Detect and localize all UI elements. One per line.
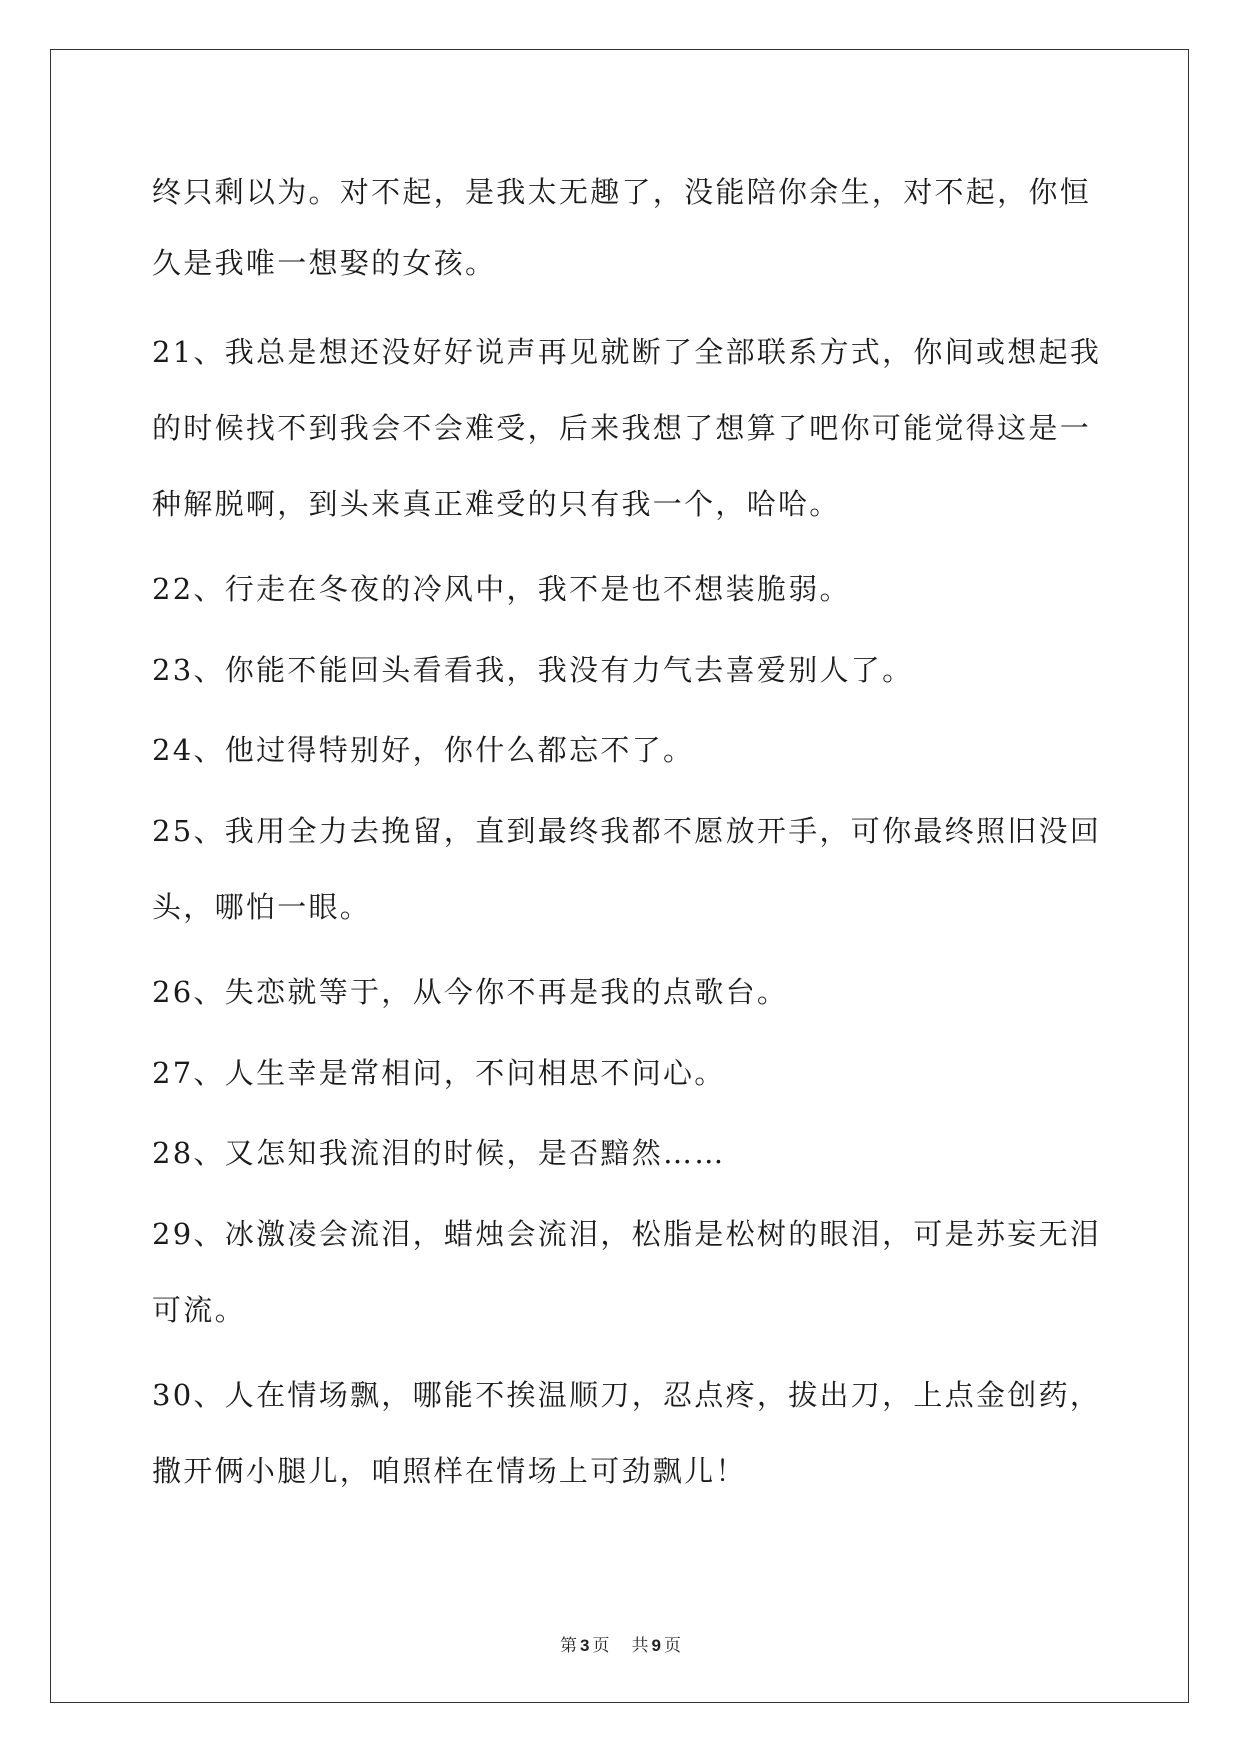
text-line: 24、他过得特别好，你什么都忘不了。 [152, 733, 695, 767]
text-line: 终只剩以为。对不起，是我太无趣了，没能陪你余生，对不起，你恒 [152, 175, 1092, 209]
text-line: 头，哪怕一眼。 [152, 890, 372, 924]
text-line: 23、你能不能回头看看我，我没有力气去喜爱别人了。 [152, 653, 914, 687]
current-page-number: 3 [580, 1636, 590, 1655]
text-line: 30、人在情场飘，哪能不挨温顺刀，忍点疼，拔出刀，上点金创药， [152, 1378, 1102, 1412]
text-line: 久是我唯一想娶的女孩。 [152, 246, 497, 280]
total-suffix: 页 [663, 1636, 681, 1656]
text-line: 25、我用全力去挽留，直到最终我都不愿放开手，可你最终照旧没回 [152, 814, 1102, 848]
page-suffix: 页 [592, 1636, 610, 1656]
page-prefix: 第 [560, 1636, 578, 1656]
text-line: 28、又怎知我流泪的时候，是否黯然…… [152, 1136, 726, 1170]
text-line: 21、我总是想还没好好说声再见就断了全部联系方式，你间或想起我 [152, 335, 1102, 369]
text-line: 可流。 [152, 1293, 246, 1327]
text-line: 26、失恋就等于，从今你不再是我的点歌台。 [152, 975, 789, 1009]
total-page-number: 9 [651, 1636, 661, 1655]
total-prefix: 共 [631, 1636, 649, 1656]
text-line: 29、冰激凌会流泪，蜡烛会流泪，松脂是松树的眼泪，可是苏妄无泪 [152, 1217, 1102, 1251]
text-line: 的时候找不到我会不会难受，后来我想了想算了吧你可能觉得这是一 [152, 411, 1092, 445]
page-footer [0, 1634, 1241, 1658]
text-line: 22、行走在冬夜的冷风中，我不是也不想装脆弱。 [152, 572, 851, 606]
text-line: 撒开俩小腿儿，咱照样在情场上可劲飘儿！ [152, 1454, 747, 1488]
text-line: 27、人生幸是常相问，不问相思不问心。 [152, 1056, 726, 1090]
text-line: 种解脱啊，到头来真正难受的只有我一个，哈哈。 [152, 487, 841, 521]
